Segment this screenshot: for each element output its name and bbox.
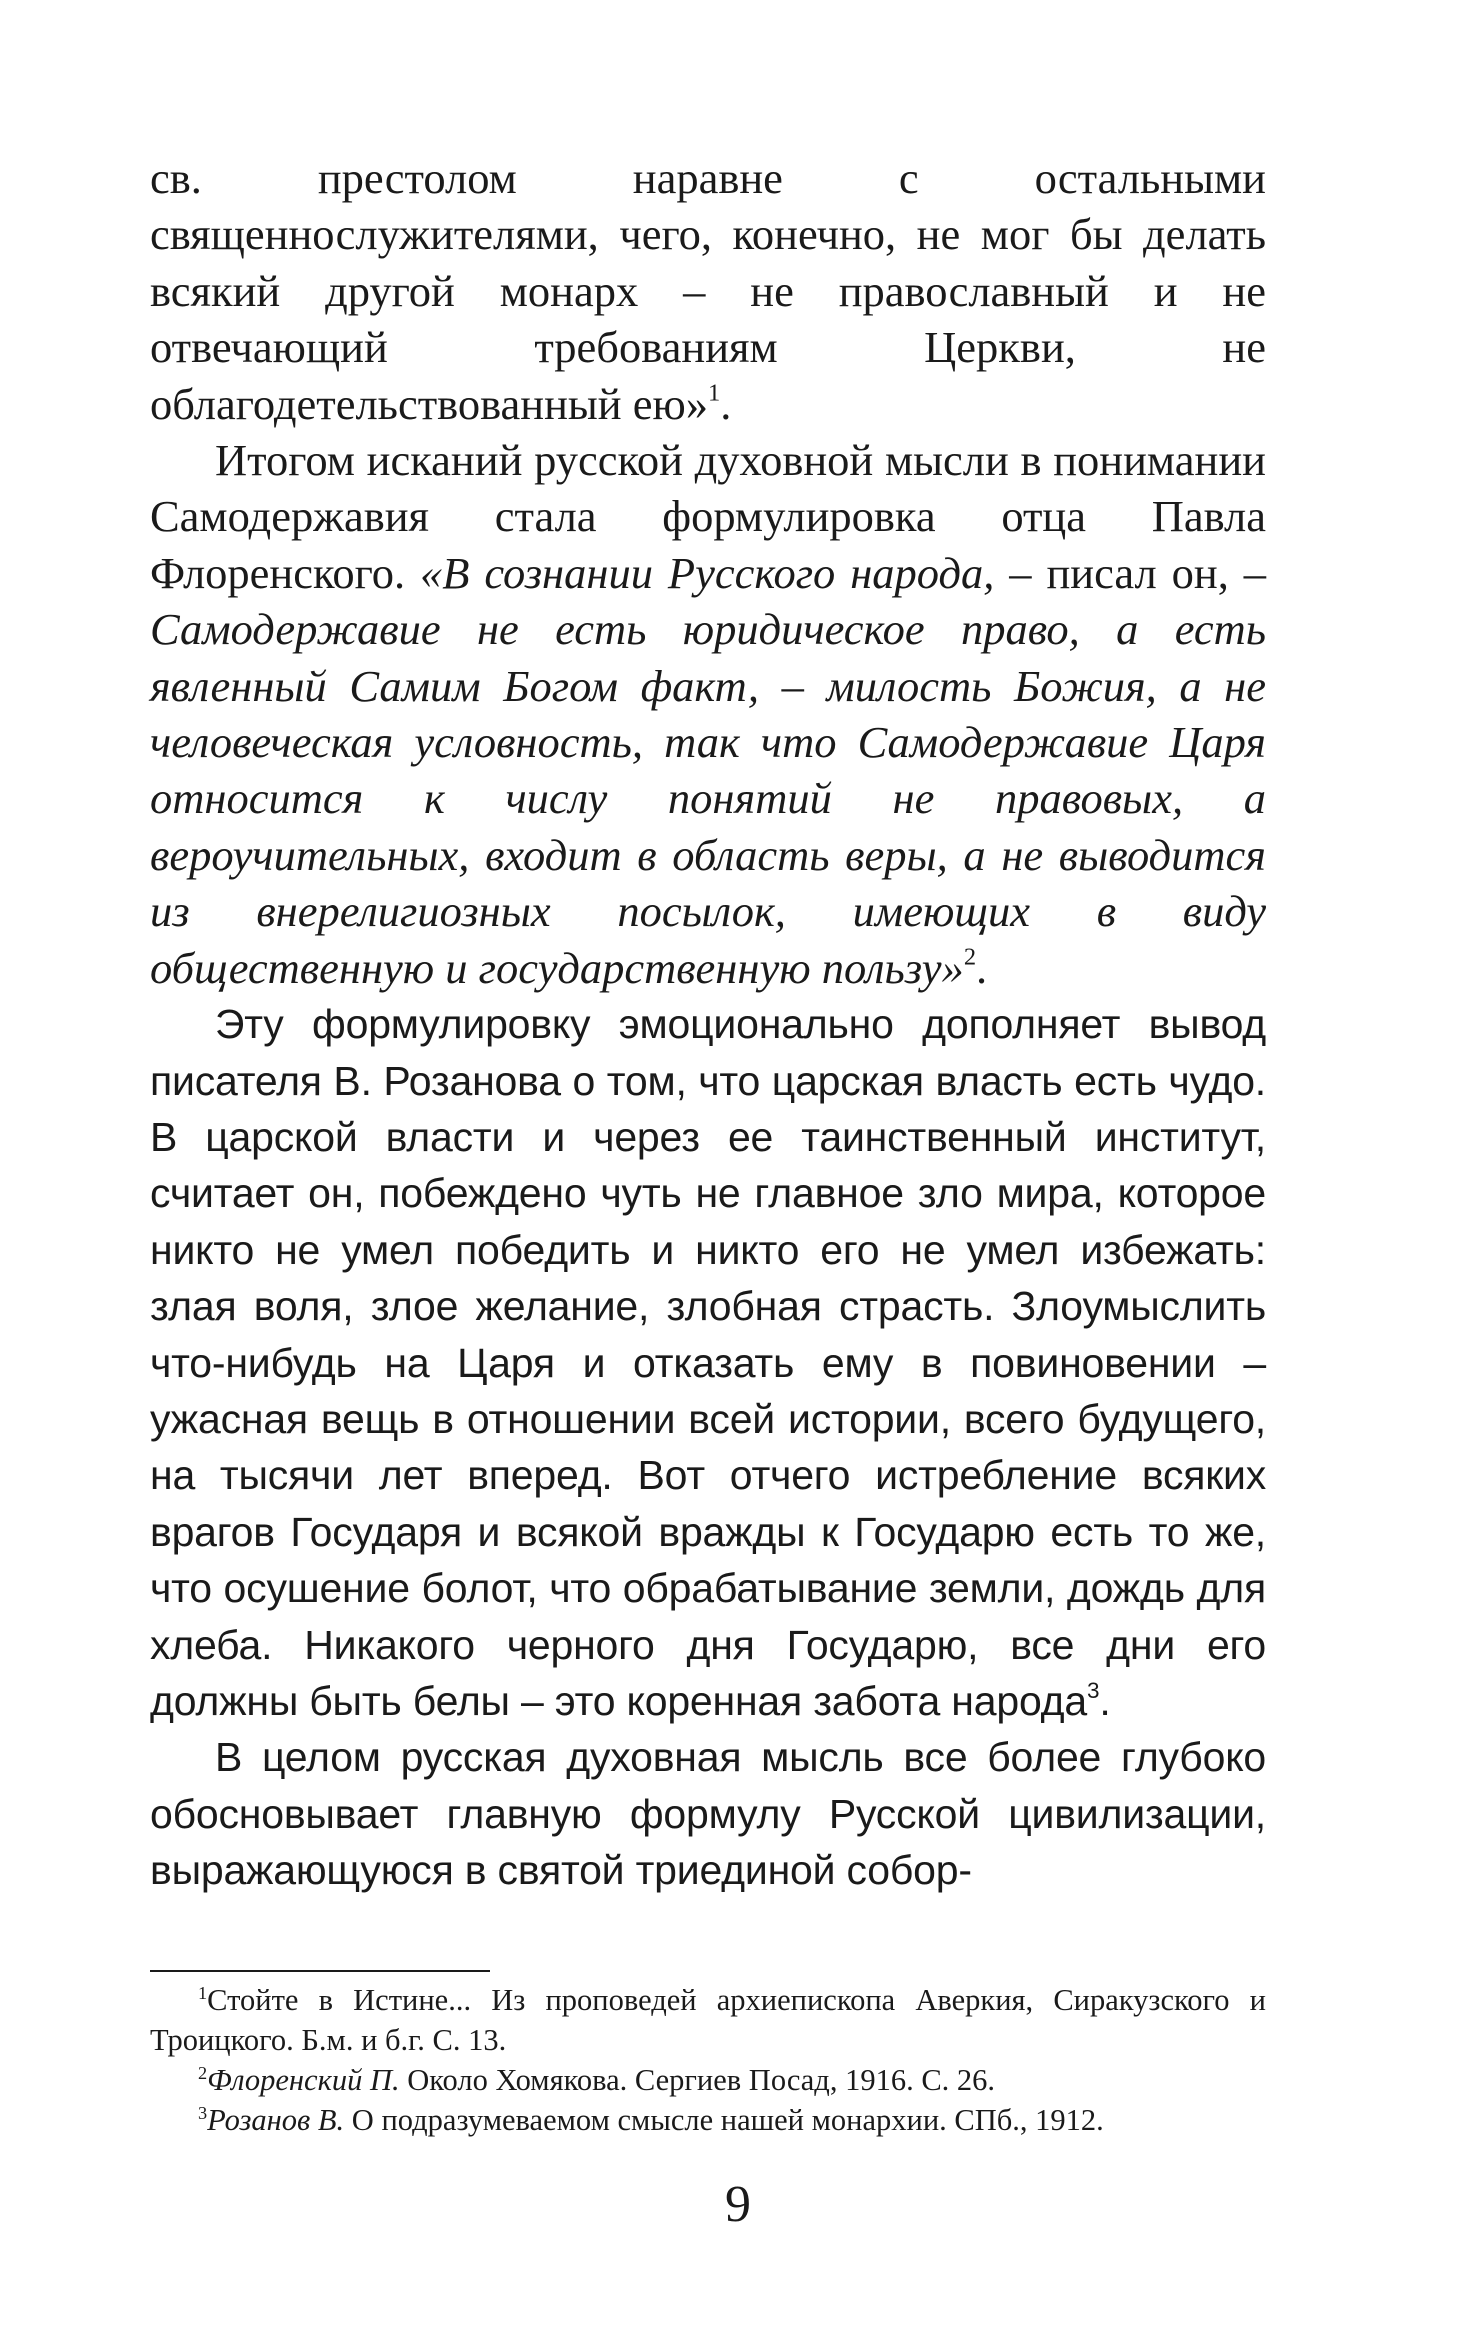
paragraph-2-quote-part2: Самодержавие не есть юридическое право, а есть явленный Самим Богом факт, – милость Божия, а не человеческая условность, так что Самодержавие Царя относится к числу понятий не правовых, а вероучительных, входит в область веры, а не выводится из внерелигиозных посылок, имеющих в виду общественную и государственную пользу» <box>150 604 1266 993</box>
paragraph-4 <box>150 1729 1266 1898</box>
paragraph-3-end: . <box>1099 1677 1111 1724</box>
footnote-3-text: О подразумеваемом смысле нашей монархии. СПб., 1912. <box>344 2103 1104 2137</box>
page-number: 9 <box>725 2176 751 2233</box>
paragraph-2-quote-part1: «В сознании Русского народа, – <box>420 547 1032 598</box>
footnote-3 <box>150 2100 1266 2140</box>
footnote-2-author: Флоренский П. <box>207 2063 400 2097</box>
paragraph-3-text: Эту формулировку эмоционально дополняет вывод писателя В. Розанова о том, что царская власть есть чудо. В царской власти и через ее таинственный институт, считает он, побеждено чуть не главное зло мира, которое никто не умел победить и никто его не умел избежать: злая воля, злое желание, злобная страсть. Злоумыслить что-нибудь на Царя и отказать ему в повиновении – ужасная вещь в отношении всей истории, всего будущего, на тысячи лет вперед. Вот отчего истребление всяких врагов Государя и всякой вражды к Государю есть то же, что осушение болот, что обрабатывание земли, дождь для хлеба. Никакого черного дня Государю, все дни его должны быть белы – это коренная забота народа <box>150 1001 1266 1724</box>
footnote-2 <box>150 2060 1266 2100</box>
footnote-3-author: Розанов В. <box>207 2103 345 2137</box>
footnote-ref-1[interactable]: 1 <box>708 379 721 407</box>
footnote-1 <box>150 1980 1266 2060</box>
paragraph-2-middle: писал он, – <box>1031 547 1267 598</box>
footnote-ref-2[interactable]: 2 <box>963 943 977 971</box>
paragraph-3 <box>150 996 1266 1729</box>
footnote-marker-3: 3 <box>198 2103 208 2124</box>
footnotes <box>150 1980 1266 2140</box>
paragraph-2-end: . <box>976 942 988 993</box>
paragraph-2-intro: Итогом исканий русской духовной мысли в понимании Самодержавия стала формулировка отца Павла Флоренского. <box>150 435 1266 598</box>
paragraph-4-text: В целом русская духовная мысль все более глубоко обосновывает главную формулу Русской цивилизации, выражающуюся в святой триединой собор- <box>150 1734 1266 1894</box>
paragraph-1: св. престолом наравне с остальными священнослужителями, чего, конечно, не мог бы делать всякий другой монарх – не православный и не отвечающий требованиям Церкви, не облагодетельствованный ею»$^1$. <box>150 153 1266 429</box>
page-body <box>150 150 1266 1899</box>
paragraph-2 <box>150 432 1266 996</box>
footnote-marker-2: 2 <box>198 2063 208 2084</box>
footnote-marker-1: 1 <box>198 1983 208 2004</box>
footnote-1-text: Стойте в Истине... Из проповедей архиепископа Аверкия, Сиракузского и Троицкого. Б.м. и б.г. С. 13. <box>150 1983 1266 2057</box>
footnote-separator <box>150 1970 490 1972</box>
footnote-2-text: Около Хомякова. Сергиев Посад, 1916. С. 26. <box>399 2063 996 2097</box>
footnote-ref-3[interactable]: 3 <box>1086 1678 1100 1704</box>
paragraph-1-text: св. престолом наравне с остальными священнослужителями, чего, конечно, не мог бы делать всякий другой монарх – не православный и не отвечающий требованиям Церкви, не облагодетельствованный ею» <box>150 153 1266 429</box>
